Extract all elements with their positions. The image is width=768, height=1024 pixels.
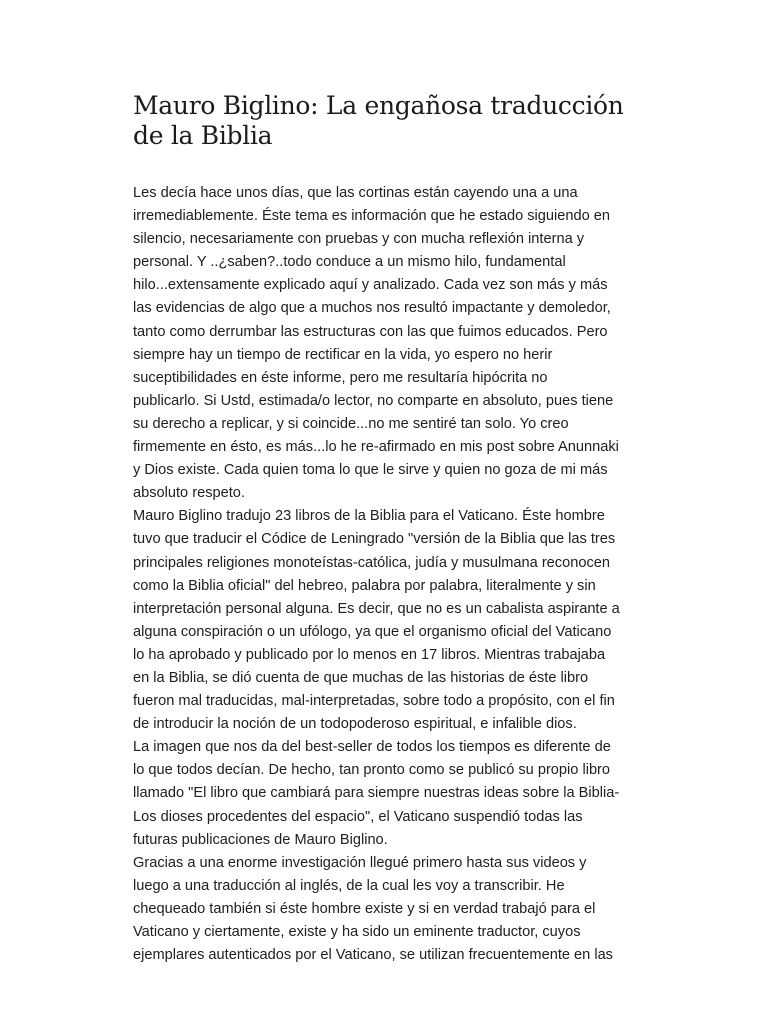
text-line: irremediablemente. Éste tema es información que he estado siguiendo en bbox=[133, 208, 611, 225]
text-line: La imagen que nos da del best-seller de todos los tiempos es diferente de bbox=[133, 739, 611, 756]
text-line: chequeado también si éste hombre existe y si en verdad trabajó para el bbox=[133, 900, 596, 917]
text-line: interpretación personal alguna. Es decir, que no es un cabalista aspirante a bbox=[133, 600, 620, 617]
text-line: personal. Y ..¿saben?..todo conduce a un mismo hilo, fundamental bbox=[133, 254, 566, 271]
text-line: absoluto respeto. bbox=[133, 485, 245, 502]
text-line: tuvo que traducir el Códice de Leningrado "versión de la Biblia que las tres bbox=[133, 531, 616, 548]
text-line: siempre hay un tiempo de rectificar en la vida, yo espero no herir bbox=[133, 346, 553, 363]
paragraph-intro bbox=[133, 182, 643, 505]
text-line: Mauro Biglino tradujo 23 libros de la Biblia para el Vaticano. Éste hombre bbox=[133, 508, 605, 525]
text-line: llamado "El libro que cambiará para siempre nuestras ideas sobre la Biblia- bbox=[133, 785, 620, 802]
text-line: Les decía hace unos días, que las cortinas están cayendo una a una bbox=[133, 185, 578, 201]
text-line: alguna conspiración o un ufólogo, ya que el organismo oficial del Vaticano bbox=[133, 623, 612, 640]
text-line: firmemente en ésto, es más...lo he re-afirmado en mis post sobre Anunnaki bbox=[133, 439, 619, 456]
text-line: como la Biblia oficial" del hebreo, palabra por palabra, literalmente y sin bbox=[133, 577, 596, 594]
text-line: futuras publicaciones de Mauro Biglino. bbox=[133, 831, 388, 848]
text-line: silencio, necesariamente con pruebas y con mucha reflexión interna y bbox=[133, 231, 585, 248]
title-line: de la Biblia bbox=[133, 121, 273, 150]
paragraph-research bbox=[133, 852, 643, 967]
text-line: Gracias a una enorme investigación llegué primero hasta sus videos y bbox=[133, 854, 587, 871]
text-line: hilo...extensamente explicado aquí y analizado. Cada vez son más y más bbox=[133, 277, 608, 294]
text-line: fueron mal traducidas, mal-interpretadas, sobre todo a propósito, con el fin bbox=[133, 693, 615, 710]
article-body bbox=[133, 182, 643, 967]
title-line: Mauro Biglino: La engañosa traducción bbox=[133, 91, 624, 120]
paragraph-image bbox=[133, 736, 643, 851]
text-line: tanto como derrumbar las estructuras con las que fuimos educados. Pero bbox=[133, 323, 608, 340]
text-line: de introducir la noción de un todopoderoso espiritual, e infalible dios. bbox=[133, 716, 577, 733]
text-line: lo ha aprobado y publicado por lo menos en 17 libros. Mientras trabajaba bbox=[133, 646, 606, 663]
text-line: su derecho a replicar, y si coincide...no me sentiré tan solo. Yo creo bbox=[133, 415, 569, 432]
text-line: Vaticano y ciertamente, existe y ha sido un eminente traductor, cuyos bbox=[133, 924, 581, 940]
text-line: publicarlo. Si Ustd, estimada/o lector, no comparte en absoluto, pues tiene bbox=[133, 392, 614, 409]
text-line: luego a una traducción al inglés, de la cual les voy a transcribir. He bbox=[133, 877, 565, 894]
text-line: las evidencias de algo que a muchos nos resultó impactante y demoledor, bbox=[133, 300, 611, 317]
article-title bbox=[133, 91, 693, 151]
text-line: en la Biblia, se dió cuenta de que muchas de las historias de éste libro bbox=[133, 669, 589, 686]
text-line: principales religiones monoteístas-católica, judía y musulmana reconocen bbox=[133, 554, 610, 571]
text-line: suceptibilidades en éste informe, pero me resultaría hipócrita no bbox=[133, 369, 548, 386]
text-line: Los dioses procedentes del espacio", el Vaticano suspendió todas las bbox=[133, 808, 583, 825]
text-line: lo que todos decían. De hecho, tan pronto como se publicó su propio libro bbox=[133, 762, 611, 779]
paragraph-biglino bbox=[133, 505, 643, 736]
text-line: ejemplares autenticados por el Vaticano, se utilizan frecuentemente en las bbox=[133, 947, 613, 964]
text-line: y Dios existe. Cada quien toma lo que le sirve y quien no goza de mi más bbox=[133, 462, 608, 479]
